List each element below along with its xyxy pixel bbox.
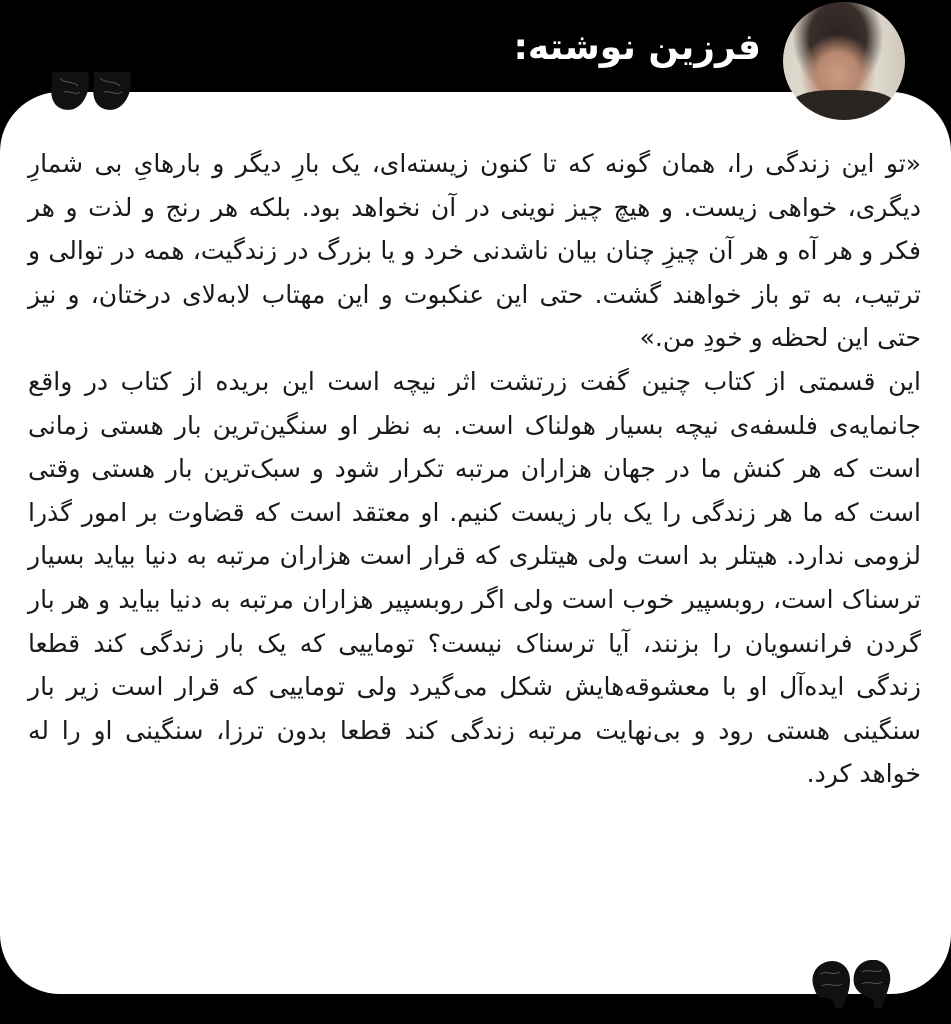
close-quote-icon (810, 960, 894, 1008)
commentary-paragraph: این قسمتی از کتاب چنین گفت زرتشت اثر نیچه است این بریده از کتاب در واقع جانمایه‌ی فلسفه‌ی نیچه بسیار هولناک است. به نظر او سنگین‌ترین بار هستی زمانی است که هر کنش ما در جهان هزاران مرتبه تکرار شود و سبک‌ترین بار هستی وقتی است که ما هر زندگی را یک بار زیست کنیم. او معتقد است که قضاوت بر امور گذرا لزومی ندارد. هیتلر بد است ولی هیتلری که قرار است هزاران مرتبه به دنیا بیاید بسیار ترسناک است، روبسپیر خوب است ولی اگر روبسپیر هزاران مرتبه به دنیا بیاید و هر بار گردن فرانسویان را بزنند، آیا ترسناک نیست؟ توماییی که یک بار زندگی کند قطعا زندگی ایده‌آل او با معشوقه‌هایش شکل می‌گیرد ولی توماییی که قرار است زیر بار سنگینی هستی رود و بی‌نهایت مرتبه زندگی کند قطعا بدون ترزا، سنگینی او را له خواهد کرد. (28, 366, 921, 789)
avatar-shirt (793, 90, 893, 120)
author-title: فرزین نوشته: (513, 27, 761, 68)
quote-paragraph: «تو این زندگی را، همان گونه که تا کنون زیسته‌ای، یک بارِ دیگر و بارهایِ بی شمارِ دیگری، خواهی زیست. و هیچ چیز نوینی در آن نخواهد بود. بلکه هر رنج و لذت و هر فکر و هر آه و هر آن چیزِ چنان بیان ناشدنی خرد و یا بزرگ در زندگیت، همه در توالی و ترتیب، به تو باز خواهند گشت. حتی این عنکبوت و این مهتاب لابه‌لای درختان، و نیز حتی این لحظه و خودِ من.» (28, 149, 921, 353)
post-body (28, 142, 921, 796)
open-quote-icon (50, 72, 134, 120)
avatar[interactable] (783, 2, 905, 120)
